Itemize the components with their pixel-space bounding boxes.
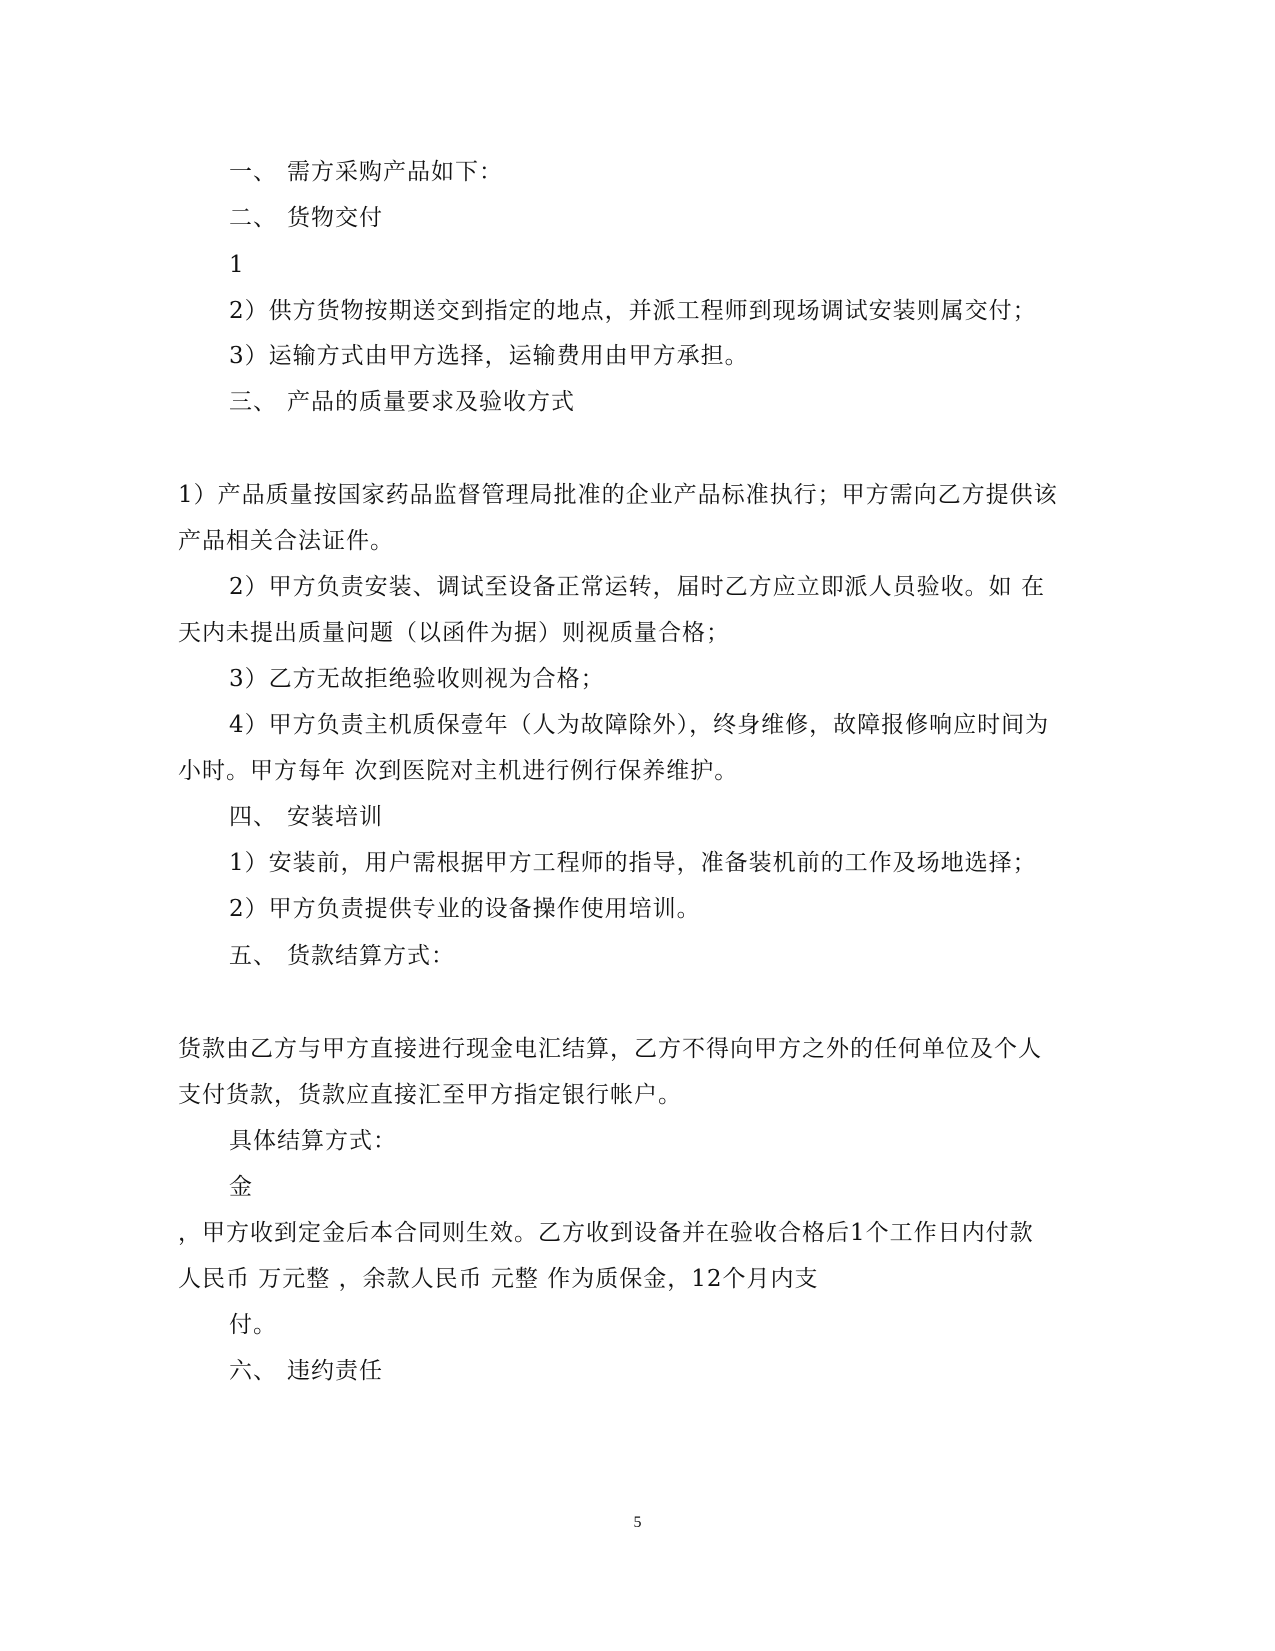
section-number: 三、	[229, 389, 277, 415]
section-title: 违约责任	[287, 1358, 383, 1384]
paragraph-line: 货款由乙方与甲方直接进行现金电汇结算，乙方不得向甲方之外的任何单位及个人	[178, 1036, 1042, 1062]
section-heading-3	[229, 387, 575, 417]
paragraph-line: 产品相关合法证件。	[178, 528, 394, 554]
paragraph-line: 支付货款，货款应直接汇至甲方指定银行帐户。	[178, 1082, 682, 1108]
paragraph-line: 2）供方货物按期送交到指定的地点，并派工程师到现场调试安装则属交付；	[229, 298, 1037, 324]
paragraph-line: 2）甲方负责安装、调试至设备正常运转，届时乙方应立即派人员验收。如 在	[229, 574, 1045, 600]
paragraph-line: 天内未提出质量问题（以函件为据）则视质量合格；	[178, 620, 730, 646]
paragraph-line: 4）甲方负责主机质保壹年（人为故障除外），终身维修，故障报修响应时间为	[229, 712, 1050, 738]
paragraph-line: 3）运输方式由甲方选择，运输费用由甲方承担。	[229, 343, 749, 369]
section-title: 货款结算方式：	[287, 943, 455, 969]
section-title: 需方采购产品如下：	[287, 159, 503, 185]
paragraph-line: 金	[229, 1174, 253, 1200]
section-number: 六、	[229, 1358, 277, 1384]
section-number: 五、	[229, 943, 277, 969]
paragraph-line: 具体结算方式：	[229, 1128, 397, 1154]
paragraph-line: 2）甲方负责提供专业的设备操作使用培训。	[229, 896, 701, 922]
paragraph-line: 1）产品质量按国家药品监督管理局批准的企业产品标准执行；甲方需向乙方提供该	[178, 482, 1058, 508]
paragraph-line: ，甲方收到定金后本合同则生效。乙方收到设备并在验收合格后1个工作日内付款	[178, 1220, 1034, 1246]
page-number: 5	[633, 1514, 642, 1531]
section-heading-6	[229, 1356, 383, 1386]
section-heading-2	[229, 203, 383, 233]
paragraph-line: 1	[229, 252, 245, 278]
section-heading-5	[229, 941, 455, 971]
section-title: 安装培训	[287, 804, 383, 830]
paragraph-line: 付。	[229, 1312, 277, 1338]
section-title: 产品的质量要求及验收方式	[287, 389, 575, 415]
section-title: 货物交付	[287, 205, 383, 231]
section-heading-1	[229, 157, 503, 187]
section-number: 二、	[229, 205, 277, 231]
paragraph-line: 小时。甲方每年 次到医院对主机进行例行保养维护。	[178, 758, 739, 784]
section-heading-4	[229, 802, 383, 832]
section-number: 一、	[229, 159, 277, 185]
section-number: 四、	[229, 804, 277, 830]
paragraph-line: 3）乙方无故拒绝验收则视为合格；	[229, 666, 605, 692]
paragraph-line: 人民币 万元整 ，余款人民币 元整 作为质保金，12个月内支	[178, 1266, 819, 1292]
paragraph-line: 1）安装前，用户需根据甲方工程师的指导，准备装机前的工作及场地选择；	[229, 850, 1037, 876]
